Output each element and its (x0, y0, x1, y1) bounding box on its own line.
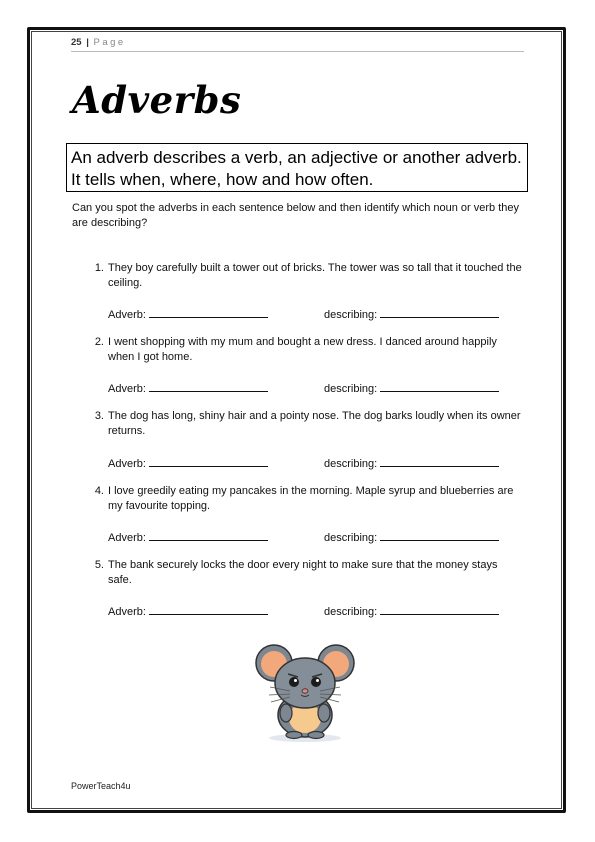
footer-brand: PowerTeach4u (71, 781, 131, 791)
describing-label: describing: (324, 606, 378, 618)
definition-box: An adverb describes a verb, an adjective or another adverb. It tells when, where, how and how often. (66, 143, 528, 192)
describing-label: describing: (324, 532, 378, 544)
describing-label: describing: (324, 383, 378, 395)
question-text: The dog has long, shiny hair and a pointy nose. The dog barks loudly when its owner returns. (108, 410, 521, 437)
question-text: The bank securely locks the door every night to make sure that the money stays safe. (108, 559, 498, 586)
adverb-answer-line[interactable] (149, 603, 268, 615)
question-text: They boy carefully built a tower out of bricks. The tower was so tall that it touched the ceiling. (108, 262, 522, 289)
adverb-field (108, 380, 268, 396)
page-separator: | (86, 37, 89, 48)
adverb-answer-line[interactable] (149, 380, 268, 392)
question-number: 5. (94, 559, 104, 571)
question-number: 4. (94, 485, 104, 497)
describing-field (324, 529, 499, 545)
page-header (71, 37, 126, 48)
page-number: 25 (71, 37, 82, 48)
adverb-label: Adverb: (108, 383, 146, 395)
describing-answer-line[interactable] (380, 455, 499, 467)
adverb-field (108, 306, 268, 322)
adverb-answer-line[interactable] (149, 306, 268, 318)
describing-answer-line[interactable] (380, 603, 499, 615)
instructions: Can you spot the adverbs in each sentence below and then identify which noun or verb they are describing? (72, 202, 520, 229)
adverb-label: Adverb: (108, 532, 146, 544)
question-number: 1. (94, 262, 104, 274)
adverb-field (108, 603, 268, 619)
adverb-label: Adverb: (108, 458, 146, 470)
question-number: 2. (94, 336, 104, 348)
describing-label: describing: (324, 309, 378, 321)
describing-field (324, 603, 499, 619)
question-text: I went shopping with my mum and bought a new dress. I danced around happily when I got home. (108, 336, 497, 363)
question-number: 3. (94, 410, 104, 422)
adverb-label: Adverb: (108, 309, 146, 321)
describing-field (324, 380, 499, 396)
adverb-answer-line[interactable] (149, 455, 268, 467)
describing-field (324, 306, 499, 322)
page-word: Page (93, 37, 126, 48)
describing-answer-line[interactable] (380, 380, 499, 392)
adverb-label: Adverb: (108, 606, 146, 618)
question-text: I love greedily eating my pancakes in the morning. Maple syrup and blueberries are my favourite topping. (108, 485, 514, 512)
mouse-illustration (250, 637, 360, 745)
describing-label: describing: (324, 458, 378, 470)
page-title: Adverbs (72, 78, 242, 122)
adverb-field (108, 529, 268, 545)
adverb-answer-line[interactable] (149, 529, 268, 541)
describing-answer-line[interactable] (380, 529, 499, 541)
describing-field (324, 455, 499, 471)
header-rule (71, 51, 524, 52)
adverb-field (108, 455, 268, 471)
describing-answer-line[interactable] (380, 306, 499, 318)
